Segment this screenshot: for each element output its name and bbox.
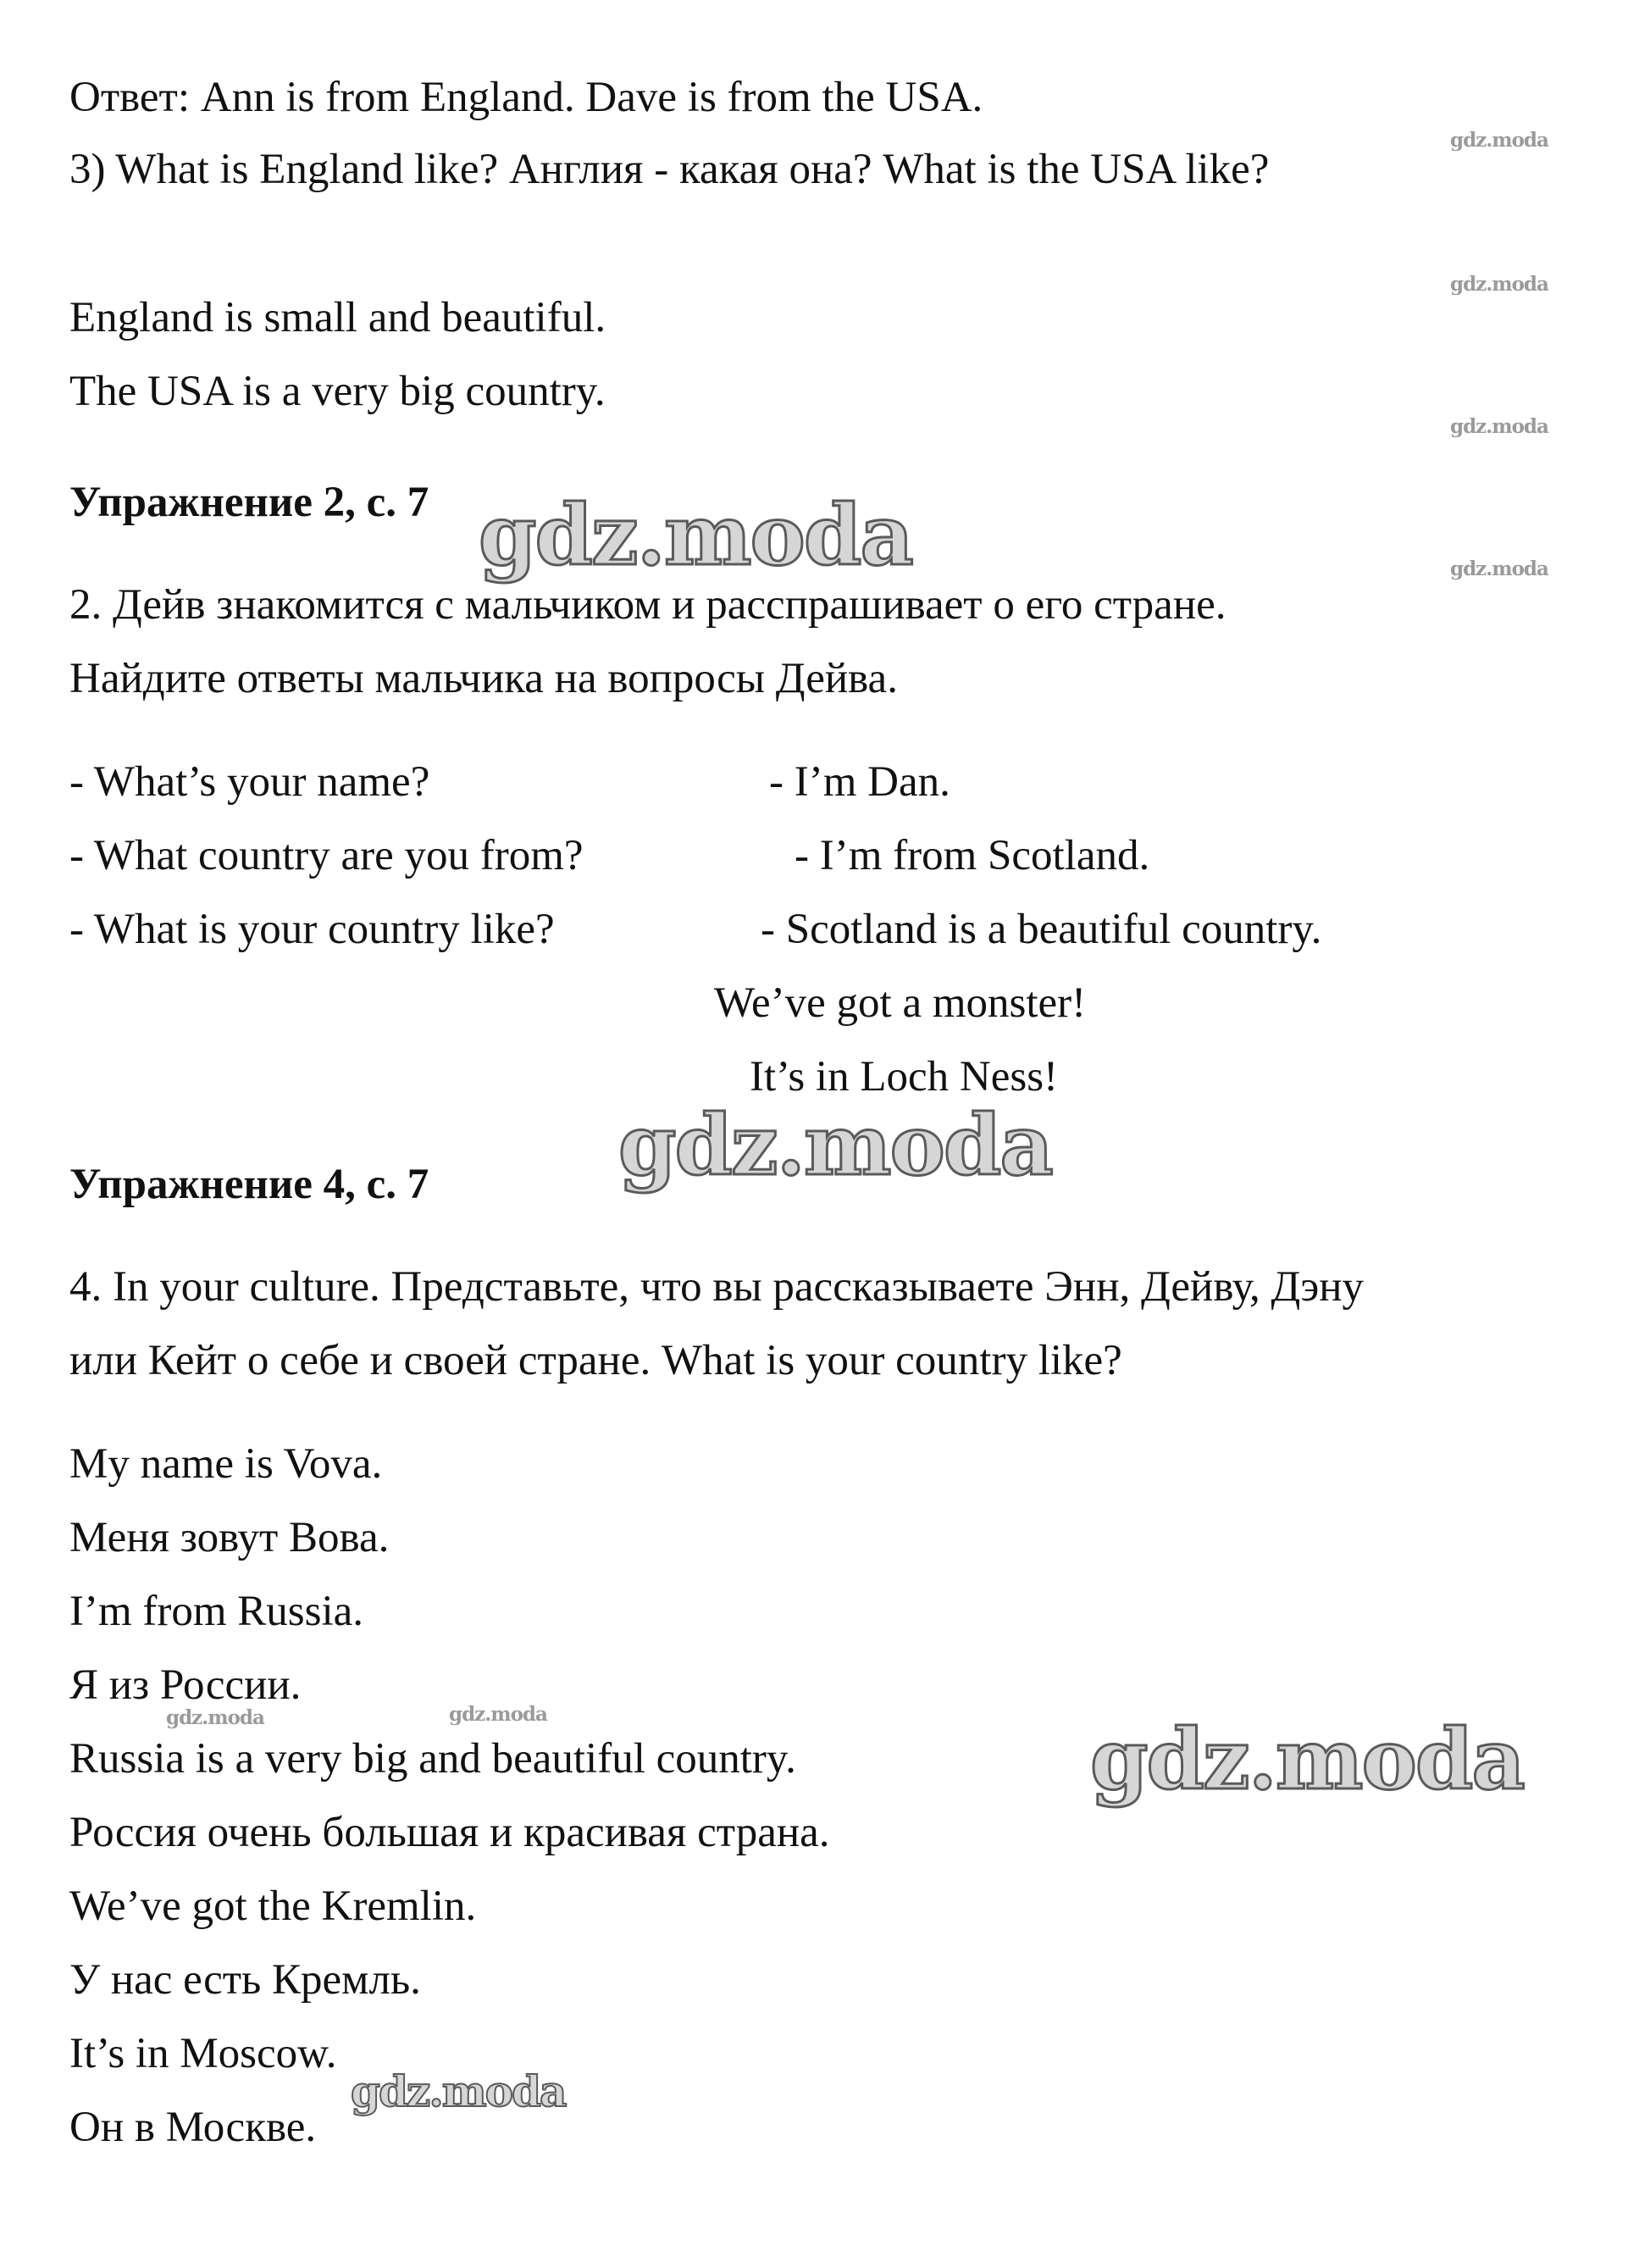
watermark-small: gdz.moda xyxy=(1450,129,1548,152)
answer-line: It’s in Moscow. xyxy=(69,2030,337,2077)
england-description: England is small and beautiful. xyxy=(69,294,606,341)
dialogue-answer: - I’m from Scotland. xyxy=(795,832,1150,879)
exercise-4-instruction-line-2: или Кейт о себе и своей стране. What is your country like? xyxy=(69,1337,1122,1384)
answer-line: Я из России. xyxy=(69,1661,302,1709)
dialogue-question: - What is your country like? xyxy=(69,906,555,953)
exercise-4-heading: Упражнение 4, с. 7 xyxy=(69,1161,429,1208)
dialogue-continuation: It’s in Loch Ness! xyxy=(750,1053,1059,1101)
watermark-medium: gdz.moda xyxy=(351,2066,566,2116)
exercise-2-instruction-line-2: Найдите ответы мальчика на вопросы Дейва. xyxy=(69,655,898,702)
dialogue-question: - What’s your name? xyxy=(69,758,430,806)
watermark-small: gdz.moda xyxy=(449,1703,547,1726)
watermark-small: gdz.moda xyxy=(1450,273,1548,296)
watermark-small: gdz.moda xyxy=(1450,557,1548,580)
watermark-large: gdz.moda xyxy=(618,1097,1052,1195)
answer-line: My name is Vova. xyxy=(69,1440,383,1488)
answer-line: Он в Москве. xyxy=(69,2104,317,2151)
exercise-4-instruction-line-1: 4. In your culture. Представьте, что вы рассказываете Энн, Дейву, Дэну xyxy=(69,1263,1365,1311)
answer-line: Меня зовут Вова. xyxy=(69,1514,390,1561)
dialogue-answer: - I’m Dan. xyxy=(769,758,950,806)
answer-line: У нас есть Кремль. xyxy=(69,1956,421,2004)
exercise-2-instruction-line-1: 2. Дейв знакомится с мальчиком и расспрашивает о его стране. xyxy=(69,581,1226,629)
watermark-small: gdz.moda xyxy=(1450,415,1548,438)
dialogue-answer: - Scotland is a beautiful country. xyxy=(761,906,1322,953)
dialogue-question: - What country are you from? xyxy=(69,832,584,879)
answer-line: Россия очень большая и красивая страна. xyxy=(69,1809,830,1856)
question-line: 3) What is England like? Англия - какая она? What is the USA like? xyxy=(69,146,1270,193)
answer-line: Ответ: Ann is from England. Dave is from the USA. xyxy=(69,74,983,121)
watermark-large: gdz.moda xyxy=(479,487,912,585)
dialogue-continuation: We’ve got a monster! xyxy=(714,979,1087,1027)
watermark-small: gdz.moda xyxy=(166,1706,264,1729)
answer-line: Russia is a very big and beautiful country. xyxy=(69,1735,796,1783)
answer-line: We’ve got the Kremlin. xyxy=(69,1883,477,1930)
watermark-large: gdz.moda xyxy=(1090,1711,1524,1809)
usa-description: The USA is a very big country. xyxy=(69,368,606,415)
answer-line: I’m from Russia. xyxy=(69,1588,364,1635)
exercise-2-heading: Упражнение 2, с. 7 xyxy=(69,479,429,526)
